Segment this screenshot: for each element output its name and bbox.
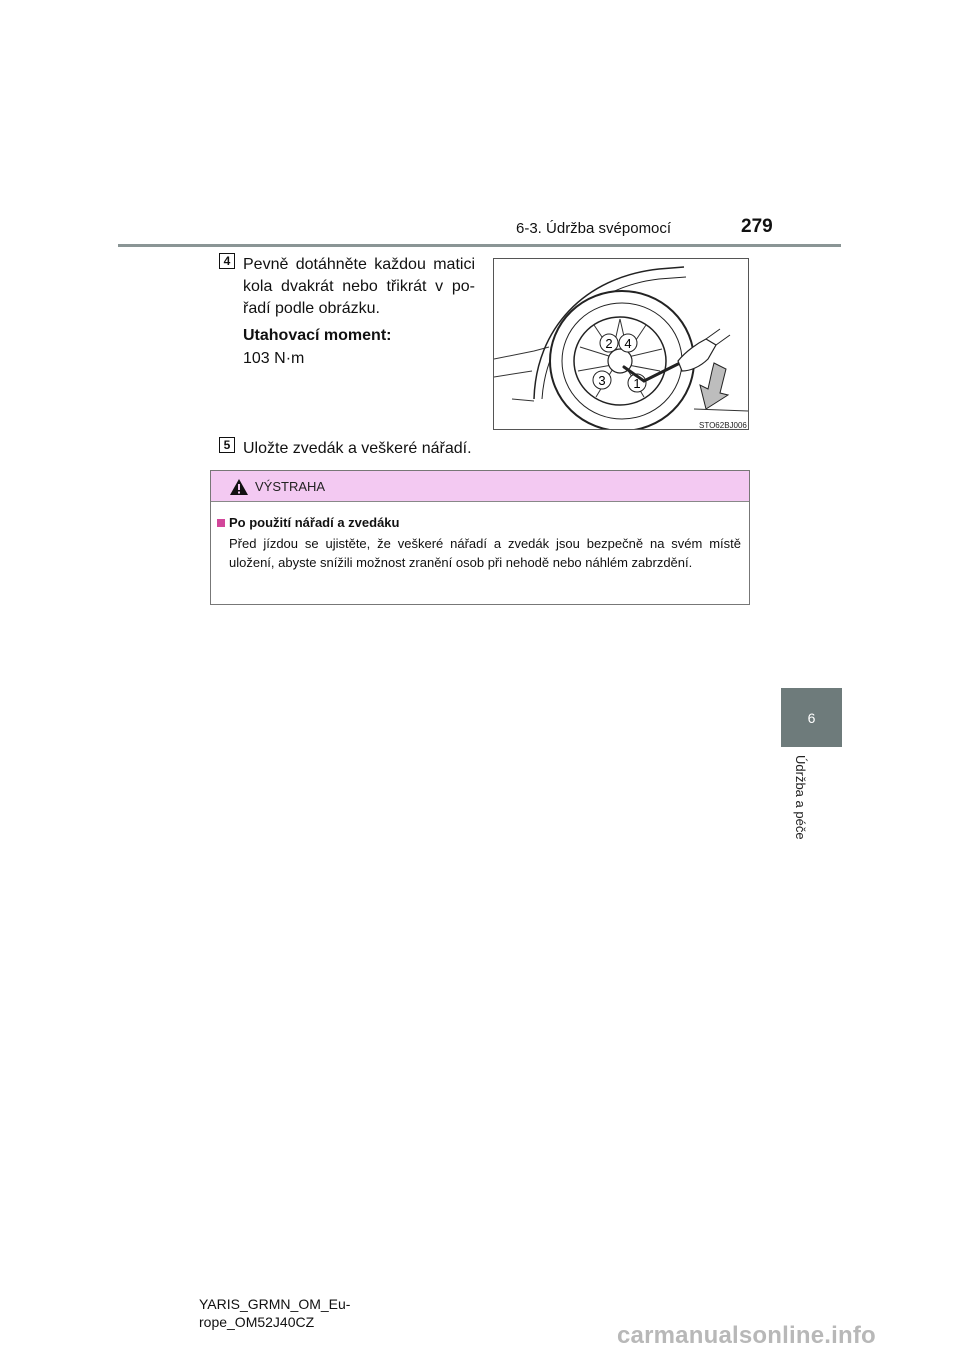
step-number-5: 5 — [219, 437, 235, 453]
footer-doc-id-line2: rope_OM52J40CZ — [199, 1314, 315, 1330]
figure-code: STO62BJ006 — [699, 421, 747, 430]
warning-header — [211, 471, 749, 502]
torque-value: 103 N·m — [243, 350, 305, 367]
svg-text:3: 3 — [598, 373, 606, 388]
step-5-text: Uložte zvedák a veškeré nářadí. — [243, 440, 472, 457]
svg-text:2: 2 — [605, 336, 613, 351]
svg-text:4: 4 — [624, 336, 632, 351]
turn-direction-arrow-icon — [700, 363, 728, 409]
chapter-number: 6 — [807, 709, 816, 726]
svg-text:1: 1 — [633, 376, 641, 391]
torque-label: Utahovací moment: — [243, 327, 392, 344]
warning-subtitle: Po použití nářadí a zvedáku — [229, 515, 400, 530]
bullet-square-icon — [217, 519, 225, 527]
car-sill-line — [494, 371, 532, 377]
warning-triangle-icon — [229, 478, 249, 496]
footer-doc-id-line1: YARIS_GRMN_OM_Eu- — [199, 1296, 351, 1312]
wheel-nut-tightening-figure — [493, 258, 749, 430]
section-title: 6-3. Údržba svépomocí — [516, 220, 672, 237]
warning-box — [210, 470, 750, 605]
page-number: 279 — [741, 216, 773, 237]
nut-label-4 — [619, 334, 637, 352]
warning-title: VÝSTRAHA — [255, 479, 326, 494]
warning-body: Před jízdou se ujistěte, že veškeré nářadí a zvedák jsou bezpečně na svém místě uložení, abyste snížili možnost zranění osob při nehodě nebo náhlém zabrzdění. — [229, 536, 741, 570]
chapter-label: Údržba a péče — [793, 755, 808, 840]
step-4-instruction — [243, 254, 475, 320]
step-4-text: Pevně dotáhněte každou matici kola dvakrát nebo třikrát v pořadí podle obrázku. — [243, 256, 475, 317]
wheel-illustration — [494, 259, 748, 429]
chapter-tab — [781, 688, 842, 747]
watermark: carmanualsonline.info — [617, 1322, 876, 1349]
nut-label-3 — [593, 371, 611, 389]
nut-label-2 — [600, 334, 618, 352]
step-number-4: 4 — [219, 253, 235, 269]
header-divider — [118, 244, 841, 247]
